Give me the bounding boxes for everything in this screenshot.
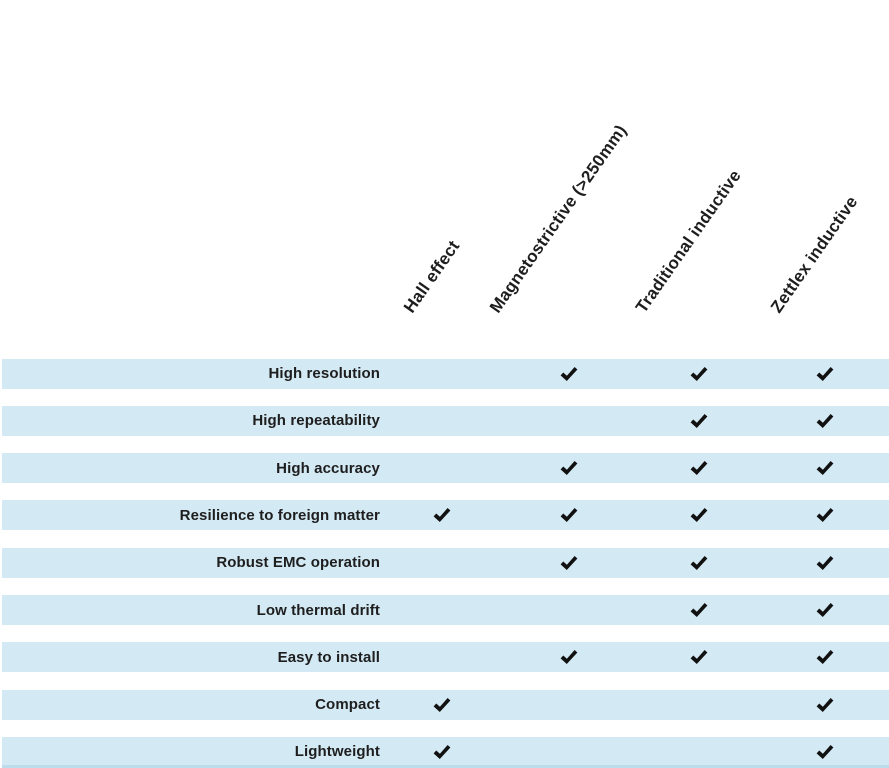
row-label: High resolution: [268, 365, 380, 382]
row-label: High accuracy: [276, 459, 380, 477]
checkmark-icon: [817, 650, 834, 664]
checkmark-icon: [434, 508, 451, 522]
column-header-hall-effect: Hall effect: [400, 236, 464, 317]
checkmark-icon: [434, 745, 451, 759]
checkmark-icon: [561, 556, 578, 570]
checkmark-icon: [561, 650, 578, 664]
checkmark-icon: [691, 650, 708, 664]
checkmark-icon: [691, 603, 708, 617]
checkmark-icon: [561, 461, 578, 475]
checkmark-icon: [817, 414, 834, 428]
row-label: Robust EMC operation: [216, 554, 380, 572]
row-label: Easy to install: [277, 648, 380, 666]
checkmark-icon: [817, 556, 834, 570]
row-label: High repeatability: [252, 412, 380, 430]
column-headers: [0, 0, 889, 345]
column-header-magnetostrictive-250mm: Magnetostrictive (>250mm): [486, 121, 631, 317]
row-label: Lightweight: [294, 743, 380, 761]
table-row-low-thermal-drift: [2, 595, 889, 625]
checkmark-icon: [691, 414, 708, 428]
table-row-high-repeatability: [2, 406, 889, 436]
column-header-traditional-inductive: Traditional inductive: [632, 166, 746, 317]
checkmark-icon: [691, 461, 708, 475]
checkmark-icon: [561, 367, 578, 381]
checkmark-icon: [817, 745, 834, 759]
checkmark-icon: [691, 367, 708, 381]
row-label: Resilience to foreign matter: [179, 506, 380, 524]
table-row-compact: [2, 690, 889, 720]
checkmark-icon: [817, 508, 834, 522]
row-label: Low thermal drift: [256, 601, 380, 619]
table-row-easy-to-install: [2, 642, 889, 672]
table-row-lightweight: [2, 737, 889, 767]
checkmark-icon: [561, 508, 578, 522]
checkmark-icon: [691, 556, 708, 570]
table-row-high-resolution: [2, 359, 889, 389]
column-header-zettlex-inductive: Zettlex inductive: [767, 192, 862, 317]
checkmark-icon: [817, 603, 834, 617]
checkmark-icon: [691, 508, 708, 522]
table-row-resilience-to-foreign-matter: [2, 500, 889, 530]
table-row-high-accuracy: [2, 453, 889, 483]
row-label: Compact: [315, 696, 380, 714]
checkmark-icon: [817, 367, 834, 381]
table-row-robust-emc-operation: [2, 548, 889, 578]
checkmark-icon: [434, 698, 451, 712]
checkmark-icon: [817, 698, 834, 712]
checkmark-icon: [817, 461, 834, 475]
